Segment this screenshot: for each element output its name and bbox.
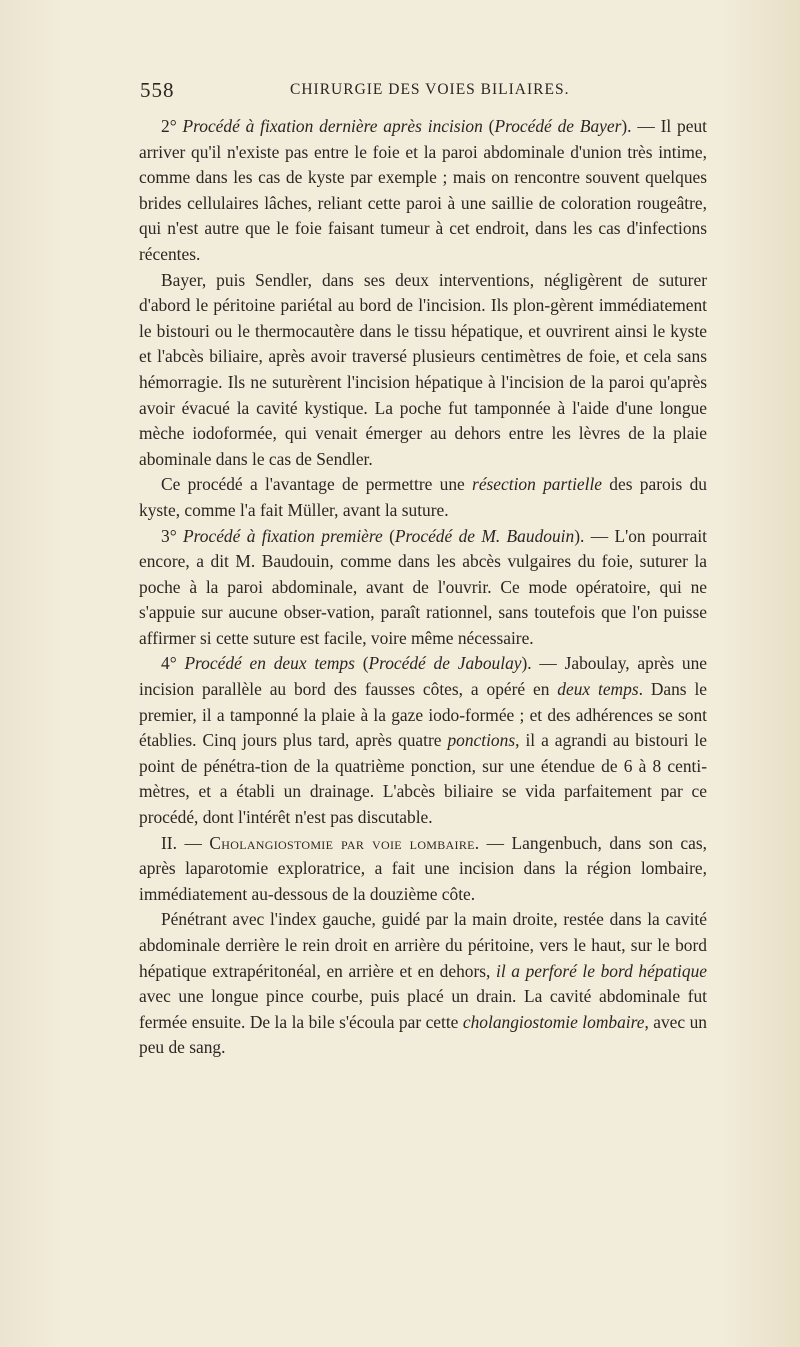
procedure-alt-name: Procédé de Jaboulay	[368, 653, 522, 674]
paragraph-bayer-sendler	[139, 268, 707, 473]
paragraph-resection	[139, 472, 707, 523]
paragraph-procede-bayer	[139, 114, 707, 268]
punctuation: (	[382, 525, 395, 546]
paragraph-text: , il a agrandi au bistouri le point de pénétra-tion de la quatrième ponction, sur une étendue de 6 à 8 centi-mètres, et a établi un drainage. L'abcès biliaire se vida parfaitement par ce procédé, dont l'intérêt n'est pas discutable.	[139, 730, 707, 828]
paragraph-text: . Dans le premier, il a tamponné la plaie à la gaze iodo-formée ; et des adhérences se sont établies. Cinq jours plus tard, après quatre	[139, 679, 708, 751]
item-number: 3°	[161, 525, 184, 546]
paragraph-text: ). — Il peut arriver qu'il n'existe pas entre le foie et la paroi abdominale d'union très intime, comme dans les cas de kyste par exemple ; mais on rencontre souvent quelques brides cellulaires lâches, reliant cette paroi à une saillie de coloration rougeâtre, qui n'est autre que le foie faisant tumeur à cet endroit, dans les cas d'infections récentes.	[139, 116, 707, 264]
paragraph-cholangiostomie	[139, 831, 707, 908]
procedure-alt-name: Procédé de Bayer	[494, 116, 622, 136]
paragraph-text: des parois du kyste, comme l'a fait Müller, avant la suture.	[139, 474, 707, 520]
paragraph-penetrant	[139, 907, 707, 1061]
page-header	[140, 78, 710, 104]
paragraph-text: ). — Jaboulay, après une incision parallèle au bord des fausses côtes, a opéré en	[139, 653, 708, 700]
punctuation: (	[482, 116, 495, 136]
emphasis: il a perforé le bord hépatique	[496, 960, 707, 981]
item-number: 2°	[161, 116, 183, 136]
paragraph-text: Ce procédé a l'avantage de permettre une	[161, 474, 473, 495]
paragraph-text: Bayer, puis Sendler, dans ses deux interventions, négligèrent de suturer d'abord le péritoine pariétal au bord de l'incision. Ils plon-gèrent immédiatement le bistouri ou le thermocautère dans le tissu hépatique, et ouvrirent ainsi le kyste et l'abcès biliaire, après avoir traversé plusieurs centimètres de foie, et cela sans hémorragie. Ils ne suturèrent l'incision hépatique à l'incision de la paroi qu'après avoir évacué la cavité kystique. La poche fut tamponnée à l'aide d'une longue mèche iodoformée, qui venait émerger au dehors entre les lèvres de la plaie abominale dans le cas de Sendler.	[139, 269, 707, 469]
paragraph-procede-jaboulay	[139, 651, 707, 830]
paragraph-text: ). — L'on pourrait encore, a dit M. Baudouin, comme dans les abcès vulgaires du foie, suturer la poche à la paroi abdominale, avant de l'ouvrir. Ce mode opératoire, qui ne s'appuie sur aucune obser-vation, paraît rationnel, sans toutefois que l'on puisse affirmer si cette suture est facile, voire même nécessaire.	[139, 525, 708, 648]
section-heading: Cholangiostomie par voie lombaire	[209, 832, 475, 853]
procedure-title: Procédé à fixation première	[183, 525, 383, 546]
section-number: II. —	[161, 832, 210, 853]
paragraph-text: avec une longue pince courbe, puis placé un drain. La cavité abdominale fut fermée ensuite. De la la bile s'écoula par cette	[139, 986, 707, 1032]
paragraph-procede-baudouin	[139, 524, 707, 652]
page-number: 558	[140, 78, 175, 102]
emphasis: deux temps	[557, 679, 639, 700]
emphasis: ponctions	[447, 730, 516, 751]
item-number: 4°	[161, 653, 185, 674]
paragraph-text: , avec un peu de sang.	[139, 1011, 707, 1058]
procedure-alt-name: Procédé de M. Baudouin	[394, 525, 575, 546]
running-title: CHIRURGIE DES VOIES BILIAIRES.	[290, 81, 570, 98]
paragraph-text: Pénétrant avec l'index gauche, guidé par la main droite, restée dans la cavité abdominale derrière le rein droit en arrière du péritoine, vers le haut, sur le bord hépatique extrapéritonéal, en arrière et en dehors,	[139, 909, 707, 981]
procedure-title: Procédé à fixation dernière après incision	[182, 116, 483, 136]
emphasis: cholangiostomie lombaire	[462, 1011, 645, 1032]
procedure-title: Procédé en deux temps	[184, 653, 355, 674]
emphasis: résection partielle	[472, 474, 603, 495]
punctuation: (	[354, 653, 369, 674]
page-body	[139, 114, 707, 1061]
paragraph-text: . — Langenbuch, dans son cas, après laparotomie exploratrice, a fait une incision dans la région lombaire, immédiatement au-dessous de la douzième côte.	[139, 832, 707, 904]
